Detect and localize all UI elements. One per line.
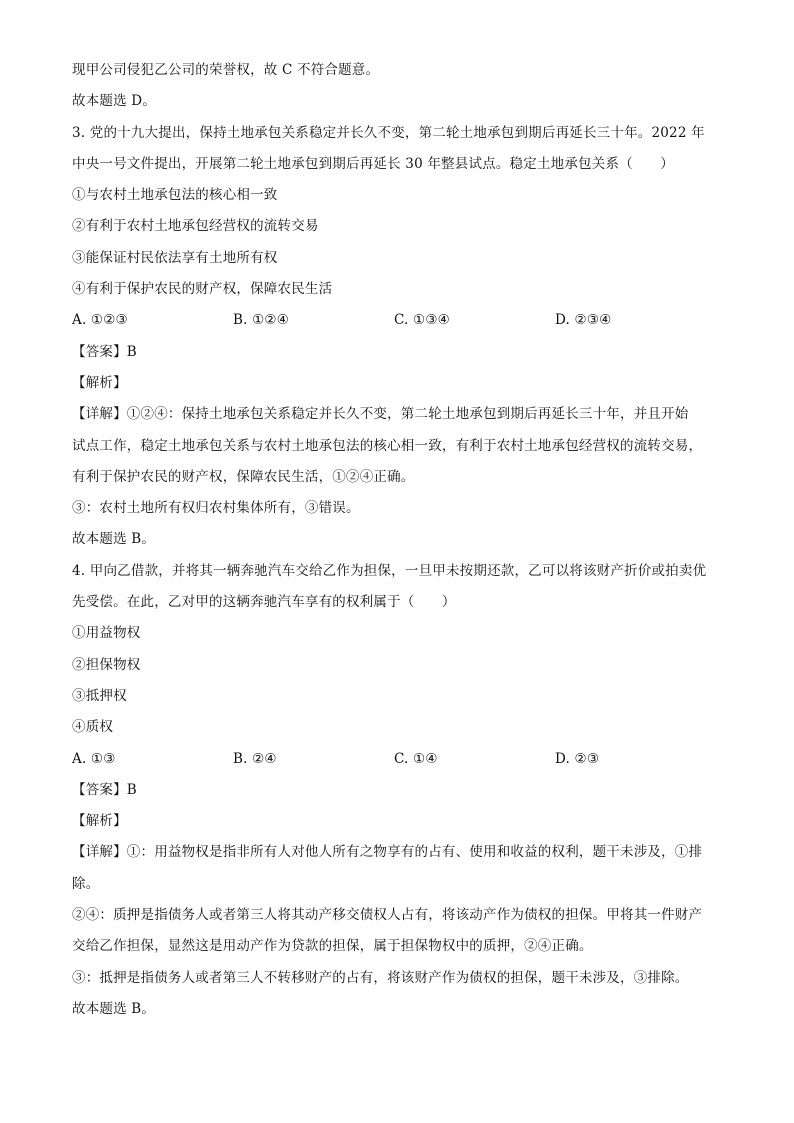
document-page bbox=[72, 60, 722, 1030]
q4-detail-line-3: ②④：质押是指债务人或者第三人将其动产移交债权人占有，将该动产作为债权的担保。甲将其一件财产 bbox=[72, 907, 703, 924]
q4-detail-line-4: 交给乙作担保，显然这是用动产作为贷款的担保，属于担保物权中的质押，②④正确。 bbox=[72, 938, 593, 955]
q3-detail-line-4: ③：农村土地所有权归农村集体所有，③错误。 bbox=[72, 500, 360, 517]
q3-detail-line-2: 试点工作，稳定土地承包关系与农村土地承包法的核心相一致，有利于农村土地承包经营权的流转交易， bbox=[72, 437, 703, 454]
q3-stem-line-1: 3. 党的十九大提出，保持土地承包关系稳定并长久不变，第二轮土地承包到期后再延长三十年。2022 年 bbox=[72, 124, 705, 141]
q4-detail-line-5: ③：抵押是指债务人或者第三人不转移财产的占有，将该财产作为债权的担保，题干未涉及，③排除。 bbox=[72, 969, 689, 986]
q4-statement-4: ④质权 bbox=[72, 719, 114, 736]
q2-conclusion: 故本题选 D。 bbox=[72, 93, 157, 110]
q2-explanation-tail: 现甲公司侵犯乙公司的荣誉权，故 C 不符合题意。 bbox=[72, 62, 380, 78]
q3-options bbox=[72, 310, 722, 330]
q4-statement-3: ③抵押权 bbox=[72, 687, 127, 704]
q4-analysis-heading: 【解析】 bbox=[72, 813, 127, 830]
q4-detail-line-1: 【详解】①：用益物权是指非所有人对他人所有之物享有的占有、使用和收益的权利，题干未涉及，①排 bbox=[72, 844, 703, 861]
q3-detail-line-1: 【详解】①②④：保持土地承包关系稳定并长久不变，第二轮土地承包到期后再延长三十年，并且开始 bbox=[72, 406, 689, 423]
q3-statement-2: ②有利于农村土地承包经营权的流转交易 bbox=[72, 218, 319, 235]
q3-option-d: D. ②③④ bbox=[555, 312, 612, 329]
q4-options bbox=[72, 749, 722, 769]
q4-statement-1: ①用益物权 bbox=[72, 625, 141, 642]
q4-statement-2: ②担保物权 bbox=[72, 656, 141, 673]
q3-statement-4: ④有利于保护农民的财产权，保障农民生活 bbox=[72, 281, 333, 298]
q3-analysis-heading: 【解析】 bbox=[72, 374, 127, 391]
q4-option-a: A. ①③ bbox=[72, 750, 116, 767]
q3-answer: 【答案】B bbox=[72, 343, 137, 360]
q4-option-c: C. ①④ bbox=[394, 750, 438, 767]
q4-answer: 【答案】B bbox=[72, 781, 137, 798]
q3-statement-3: ③能保证村民依法享有土地所有权 bbox=[72, 249, 278, 266]
q4-detail-line-2: 除。 bbox=[72, 875, 100, 892]
q4-option-d: D. ②③ bbox=[555, 750, 600, 767]
q3-statement-1: ①与农村土地承包法的核心相一致 bbox=[72, 187, 278, 204]
q4-stem-line-1: 4. 甲向乙借款，并将其一辆奔驰汽车交给乙作为担保，一旦甲未按期还款，乙可以将该财产折价或拍卖优 bbox=[72, 562, 707, 579]
q3-option-a: A. ①②③ bbox=[72, 312, 128, 329]
q3-stem-line-2: 中央一号文件提出，开展第二轮土地承包到期后再延长 30 年整县试点。稳定土地承包关系（ ） bbox=[72, 155, 674, 172]
q4-conclusion: 故本题选 B。 bbox=[72, 1000, 156, 1017]
q3-conclusion: 故本题选 B。 bbox=[72, 531, 156, 548]
q3-detail-line-3: 有利于保护农民的财产权，保障农民生活，①②④正确。 bbox=[72, 468, 415, 485]
q3-option-b: B. ①②④ bbox=[233, 312, 290, 329]
q4-option-b: B. ②④ bbox=[233, 750, 277, 767]
q3-option-c: C. ①③④ bbox=[394, 312, 450, 329]
q4-stem-line-2: 先受偿。在此，乙对甲的这辆奔驰汽车享有的权利属于（ ） bbox=[72, 594, 456, 611]
